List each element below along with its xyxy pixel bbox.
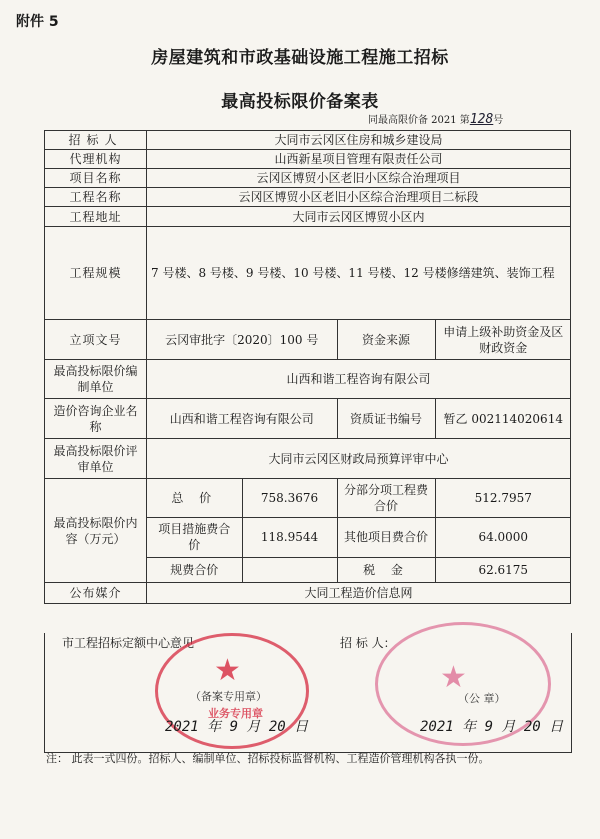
row-compiler: [45, 360, 571, 399]
footnote: 注： 此表一式四份。招标人、编制单位、招标投标监督机构、工程造价管理机构各执一份。: [46, 752, 490, 765]
value-compiler: 山西和谐工程咨询有限公司: [147, 360, 571, 399]
label-cert: 资质证书编号: [337, 399, 435, 438]
row-price: [45, 479, 571, 583]
value-agency: 山西新星项目管理有限责任公司: [147, 150, 571, 169]
star-icon: ★: [440, 660, 467, 695]
approval-funding-subtable: [147, 320, 571, 359]
label-total: 总 价: [147, 479, 242, 517]
record-prefix: 同最高限价备 2021 第: [368, 115, 470, 126]
title-line-1: 房屋建筑和市政基础设施工程施工招标: [151, 48, 449, 68]
stamp-left-text: 业务专用章: [208, 707, 263, 720]
value-total: 758.3676: [242, 479, 337, 517]
value-subitem: 512.7957: [435, 479, 571, 517]
value-cert: 暂乙 002114020614: [443, 411, 563, 426]
consult-cert-cell: [147, 399, 571, 439]
row-scale: [45, 227, 571, 320]
value-other: 64.0000: [435, 517, 571, 557]
title-line-2: 最高投标限价备案表: [221, 92, 379, 112]
value-address: 大同市云冈区博贸小区内: [147, 207, 571, 227]
label-approval: 立项文号: [45, 320, 147, 360]
label-consult: 造价咨询企业名称: [45, 399, 147, 439]
value-funding: 申请上级补助资金及区财政资金: [443, 324, 564, 355]
label-subitem: 分部分项工程费合价: [337, 479, 435, 517]
row-reviewer: [45, 439, 571, 479]
price-cell: [147, 479, 571, 583]
value-fees: [242, 557, 337, 582]
label-other: 其他项目费合价: [337, 517, 435, 557]
sign-right-label: 招 标 人：: [340, 636, 396, 650]
label-work: 工程名称: [45, 188, 147, 207]
label-agency: 代理机构: [45, 150, 147, 169]
row-work: [45, 188, 571, 207]
row-media: [45, 583, 571, 604]
row-approval: [45, 320, 571, 360]
consult-cert-subtable: [147, 399, 571, 438]
record-table: [44, 130, 571, 604]
value-reviewer: 大同市云冈区财政局预算评审中心: [147, 439, 571, 479]
star-icon: ★: [214, 653, 241, 688]
label-address: 工程地址: [45, 207, 147, 227]
value-tenderer: 大同市云冈区住房和城乡建设局: [147, 131, 571, 150]
attachment-label: 附件 5: [16, 14, 59, 30]
label-scale: 工程规模: [45, 227, 147, 320]
row-agency: [45, 150, 571, 169]
record-number: [368, 111, 503, 127]
record-suffix: 号: [493, 115, 504, 126]
sign-left-seal: （备案专用章）: [190, 690, 267, 703]
value-approval: 云冈审批字〔2020〕100 号: [147, 320, 337, 359]
label-funding: 资金来源: [337, 320, 435, 359]
label-fees: 规费合价: [147, 557, 242, 582]
record-handwritten-number: 128: [469, 112, 494, 127]
row-project: [45, 169, 571, 188]
value-scale: 7 号楼、8 号楼、9 号楼、10 号楼、11 号楼、12 号楼修缮建筑、装饰工程: [147, 227, 571, 320]
row-consult: [45, 399, 571, 439]
value-media: 大同工程造价信息网: [147, 583, 571, 604]
row-tenderer: [45, 131, 571, 150]
value-project: 云冈区博贸小区老旧小区综合治理项目: [147, 169, 571, 188]
label-compiler: 最高投标限价编制单位: [45, 360, 147, 399]
price-subtable: [147, 479, 571, 582]
label-project: 项目名称: [45, 169, 147, 188]
sign-right-seal: （公 章）: [458, 692, 506, 705]
sign-left-label: 市工程招标定额中心意见: [62, 636, 195, 650]
label-media: 公布媒介: [45, 583, 147, 604]
sign-left-date: 2021 年 9 月 20 日: [165, 719, 309, 735]
value-tax: 62.6175: [478, 562, 529, 577]
value-measures: 118.9544: [242, 517, 337, 557]
label-tax: 税 金: [337, 557, 435, 582]
label-measures: 项目措施费合 价: [147, 517, 242, 557]
value-consult: 山西和谐工程咨询有限公司: [147, 399, 337, 438]
label-tenderer: 招标人: [45, 131, 147, 150]
value-work: 云冈区博贸小区老旧小区综合治理项目二标段: [147, 188, 571, 207]
sign-right-date: 2021 年 9 月 20 日: [420, 719, 564, 735]
approval-funding-cell: [147, 320, 571, 360]
row-address: [45, 207, 571, 227]
label-price: 最高投标限价内容（万元）: [45, 479, 147, 583]
label-reviewer: 最高投标限价评审单位: [45, 439, 147, 479]
